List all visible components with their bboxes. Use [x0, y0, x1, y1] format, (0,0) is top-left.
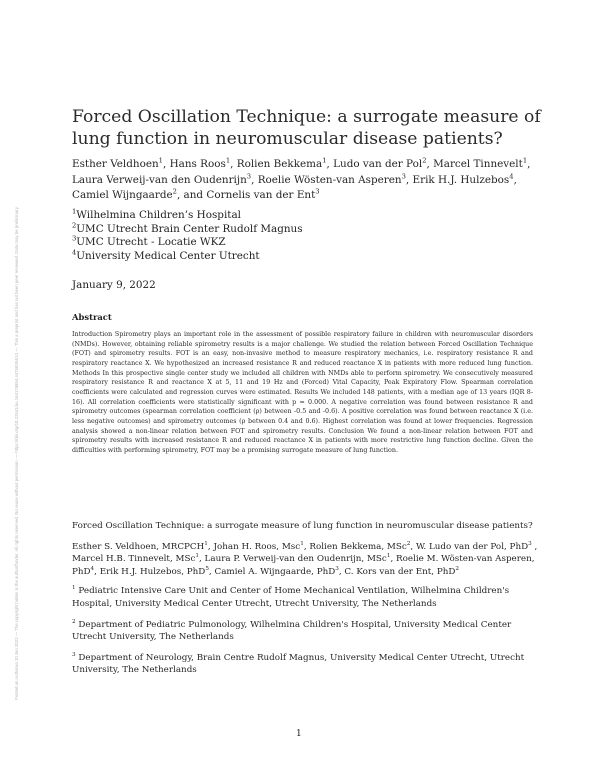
author: Ludo van der Pol$^2$	[333, 156, 427, 170]
author: C. Kors van der Ent, PhD$^2$	[344, 565, 459, 577]
affiliation: $^1$Wilhelmina Children’s Hospital	[72, 207, 241, 221]
author: Erik H.J. Hulzebos, PhD$^5$	[99, 565, 209, 577]
affiliation-list	[72, 209, 492, 263]
author: Hans Roos$^1$	[169, 156, 231, 170]
author: Erik H.J. Hulzebos$^4$	[412, 172, 514, 186]
abstract-heading: Abstract	[72, 312, 112, 322]
paper-title: Forced Oscillation Technique: a surrogate measure of lung function in neuromuscular disease patients?	[72, 107, 541, 149]
author: Laura P. Verweij-van den Oudenrijn, MSc$^1$	[204, 553, 391, 565]
author-list: Esther Veldhoen$^1$, Hans Roos$^1$, Rolien Bekkema$^1$, Ludo van der Pol$^2$, Marcel Tinnevelt$^1$, Laura Verweij-van den Oudenrijn$^3$, Roelie Wösten-van Asperen$^3$, Erik H.J. Hulzebos$^4$, Camiel Wijngaarde$^2$, and Cornelis van der Ent$^3$	[72, 156, 531, 202]
author: Esther Veldhoen$^1$	[72, 156, 163, 170]
affiliation: $^4$University Medical Center Utrecht	[72, 248, 260, 262]
author: Roelie Wösten-van Asperen$^3$	[257, 172, 406, 186]
author: W. Ludo van der Pol, PhD$^3$	[415, 540, 532, 552]
section-title: Forced Oscillation Technique: a surrogate measure of lung function in neuromuscular disease patients?	[72, 521, 533, 531]
detailed-author-list: Esther S. Veldhoen, MRCPCH$^1$, Johan H. Roos, Msc$^1$, Rolien Bekkema, MSc$^2$, W. Ludo van der Pol, PhD$^3$ , Marcel H.B. Tinnevelt, MSc$^1$, Laura P. Verweij-van den Oudenrijn, MSc$^1$, Roelie M. Wösten-van Asperen, PhD$^4$, Erik H.J. Hulzebos, PhD$^5$, Camiel A. Wijngaarde, PhD$^3$, C. Kors van der Ent, PhD$^2$	[72, 540, 538, 577]
abstract-body: Introduction Spirometry plays an important role in the assessment of possible respiratory failure in children with neuromuscular disorders (NMDs). However, obtaining reliable spirometry results is a major challenge. We studied the relation between Forced Oscillation Technique (FOT) and spirometry results. FOT is an easy, non-invasive method to measure respiratory mechanics, i.e. respiratory resistance R and respiratory reactance X. We hypothesized an increased resistance R and reduced reactance X in patients with more reduced lung function. Methods In this prospective single center study we included all children with NMDs able to perform spirometry. We consecutively measured respiratory resistance R and reactance X at 5, 11 and 19 Hz and (Forced) Vital Capacity, Peak Expiratory Flow. Spearman correlation coefficients were calculated and regression curves were estimated. Results We included 148 patients, with a median age of 13 years (IQR 8-16). All correlation coefficients were statistically significant with p = 0.000. A negative correlation was found between resistance R and spirometry outcomes (spearman correlation coefficient (ρ) between -0.5 and -0.6). A positive correlation was found between reactance X (i.e. less negative outcomes) and spirometry outcomes (ρ between 0.4 and 0.6). Highest correlation was found at lower frequencies. Regression analysis showed a non-linear relation between FOT and spirometry results. Conclusion We found a non-linear relation between FOT and spirometry results with increased resistance R and reduced reactance X in patients with more restrictive lung function decline. Given the difficulties with performing spirometry, FOT may be a promising surrogate measure of lung function.	[72, 331, 533, 454]
author: Johan H. Roos, Msc$^1$	[213, 540, 304, 552]
author: Rolien Bekkema, MSc$^2$	[309, 540, 411, 552]
title-page-section	[72, 520, 540, 685]
affiliation: $^2$UMC Utrecht Brain Center Rudolf Magnus	[72, 221, 303, 235]
author: Laura Verweij-van den Oudenrijn$^3$	[72, 172, 252, 186]
author: Marcel Tinnevelt$^1$	[433, 156, 528, 170]
author: Esther S. Veldhoen, MRCPCH$^1$	[72, 540, 208, 552]
page-number: 1	[296, 729, 302, 739]
author: Marcel H.B. Tinnevelt, MSc$^1$	[72, 553, 199, 565]
author: Rolien Bekkema$^1$	[236, 156, 327, 170]
detailed-affiliation: $^2$ Department of Pediatric Pulmonology, Wilhelmina Children's Hospital, University Medical Center Utrecht University, The Netherlands	[72, 618, 512, 643]
author: Camiel A. Wijngaarde, PhD$^3$	[214, 565, 339, 577]
affiliation: $^3$UMC Utrecht - Locatie WKZ	[72, 234, 226, 249]
detailed-affiliation: $^3$ Department of Neurology, Brain Centre Rudolf Magnus, University Medical Center Utrecht, Utrecht University, The Netherlands	[72, 651, 525, 676]
detailed-affiliation: $^1$ Pediatric Intensive Care Unit and Center of Home Mechanical Ventilation, Wilhelmina Children's Hospital, University Medical Center Utrecht, Utrecht University, The Netherlands	[72, 585, 510, 609]
author: Cornelis van der Ent$^3$	[206, 187, 320, 202]
author: Roelie M. Wösten-van Asperen, PhD$^4$	[72, 554, 535, 577]
author: Camiel Wijngaarde$^2$	[72, 187, 177, 202]
preprint-side-stamp	[14, 60, 30, 700]
publication-date: January 9, 2022	[72, 279, 156, 291]
preprint-notice: Posted on Authorea 10 Jan 2022 — The copyright holder is the author/funder. All rights reserved. No reuse without permission. — https://doi.org/10.22541/au.164176894.44758394/v1 — This a preprint and has not been peer reviewed. Data may be preliminary.	[14, 206, 19, 700]
